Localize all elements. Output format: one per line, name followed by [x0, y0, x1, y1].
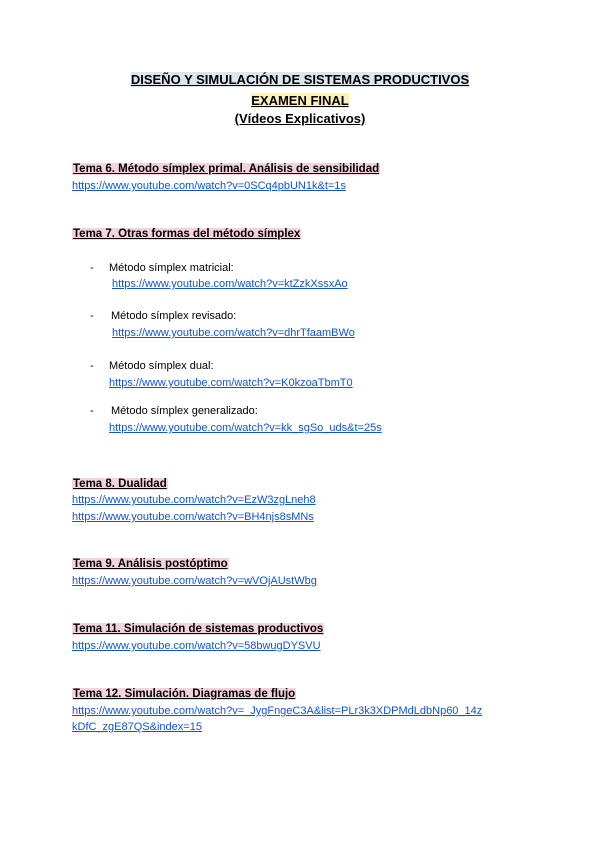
video-link-tema9[interactable]: https://www.youtube.com/watch?v=wVOjAUstWbg [72, 575, 317, 587]
video-link-revisado[interactable]: https://www.youtube.com/watch?v=dhrTfaamBWo [112, 327, 355, 339]
section-title-tema8: Tema 8. Dualidad [73, 478, 167, 490]
video-link-generalizado[interactable]: https://www.youtube.com/watch?v=kk_sgSo_uds&t=25s [109, 422, 382, 434]
list-bullet: - [90, 262, 94, 274]
video-link-tema8-1[interactable]: https://www.youtube.com/watch?v=EzW3zgLneh8 [72, 494, 316, 506]
video-link-tema6[interactable]: https://www.youtube.com/watch?v=0SCq4pbUN1k&t=1s [72, 180, 346, 192]
section-title-tema9: Tema 9. Análisis postóptimo [73, 558, 228, 570]
exam-heading-text: EXAMEN FINAL [251, 93, 349, 108]
section-title-tema11: Tema 11. Simulación de sistemas productivos [73, 623, 324, 635]
document-subtitle-text: (Vídeos Explicativos) [234, 111, 366, 126]
exam-heading [0, 93, 600, 108]
list-bullet: - [90, 310, 94, 322]
video-link-matricial[interactable]: https://www.youtube.com/watch?v=ktZzkXssxAo [112, 278, 348, 290]
video-link-tema11[interactable]: https://www.youtube.com/watch?v=58bwugDYSVU [72, 640, 321, 652]
list-item-label-matricial: Método símplex matricial: [109, 262, 234, 274]
section-title-tema6: Tema 6. Método símplex primal. Análisis de sensibilidad [73, 163, 380, 175]
document-subtitle [0, 111, 600, 126]
video-link-tema12-line2[interactable]: kDfC_zgE87QS&index=15 [72, 721, 202, 733]
list-item-label-revisado: Método símplex revisado: [111, 310, 237, 322]
document-title [0, 72, 600, 87]
video-link-tema8-2[interactable]: https://www.youtube.com/watch?v=BH4njs8sMNs [72, 511, 314, 523]
list-bullet: - [90, 360, 94, 372]
section-title-tema12: Tema 12. Simulación. Diagramas de flujo [73, 688, 296, 700]
video-link-dual[interactable]: https://www.youtube.com/watch?v=K0kzoaTbmT0 [109, 377, 353, 389]
list-item-label-dual: Método símplex dual: [109, 360, 214, 372]
section-title-tema7: Tema 7. Otras formas del método símplex [73, 228, 301, 240]
list-item-label-generalizado: Método símplex generalizado: [111, 405, 258, 417]
document-title-text: DISEÑO Y SIMULACIÓN DE SISTEMAS PRODUCTIVOS [130, 72, 470, 87]
video-link-tema12-line1[interactable]: https://www.youtube.com/watch?v=_JygFngeC3A&list=PLr3k3XDPMdLdbNp60_14z [72, 705, 483, 717]
list-bullet: - [90, 405, 94, 417]
